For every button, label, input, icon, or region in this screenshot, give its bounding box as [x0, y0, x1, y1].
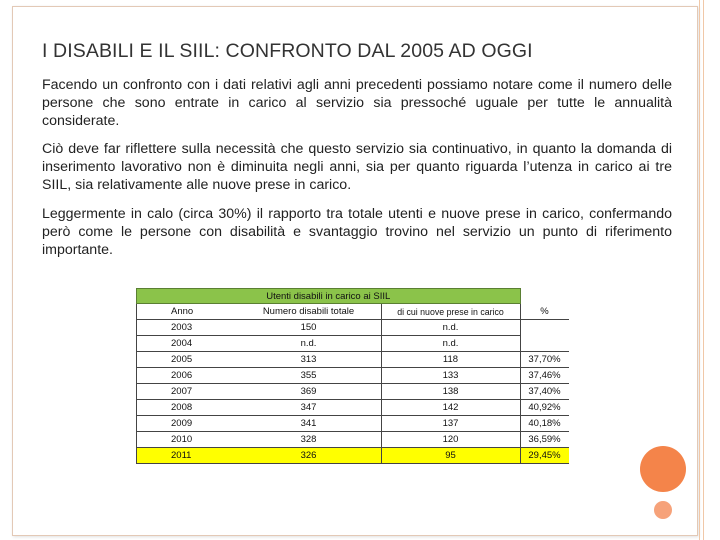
cell-numero: 341	[237, 416, 382, 432]
paragraph-1: Facendo un confronto con i dati relativi agli anni precedenti possiamo notare come il numero delle persone che sono entrate in carico al servizio sia pressoché uguale per tutte le annualità considerate.	[42, 77, 672, 129]
table-row	[137, 416, 569, 432]
table-header-row	[137, 304, 569, 320]
cell-anno: 2008	[137, 400, 237, 416]
cell-percent: 37,40%	[520, 384, 569, 400]
table-row	[137, 352, 569, 368]
table-caption: Utenti disabili in carico ai SIIL	[137, 289, 521, 304]
cell-percent: 36,59%	[520, 432, 569, 448]
cell-anno: 2010	[137, 432, 237, 448]
cell-percent: 40,92%	[520, 400, 569, 416]
decor-line	[699, 0, 700, 540]
decor-circle-small	[654, 501, 672, 519]
cell-numero: 347	[237, 400, 382, 416]
cell-anno: 2004	[137, 336, 237, 352]
cell-anno: 2007	[137, 384, 237, 400]
table-row	[137, 400, 569, 416]
cell-anno: 2011	[137, 448, 237, 464]
cell-percent: 29,45%	[520, 448, 569, 464]
cell-nuove-prese: 133	[381, 368, 520, 384]
cell-numero: 150	[237, 320, 382, 336]
cell-numero: 313	[237, 352, 382, 368]
cell-numero: n.d.	[237, 336, 382, 352]
table-row-highlighted	[137, 448, 569, 464]
cell-numero: 326	[237, 448, 382, 464]
cell-anno: 2003	[137, 320, 237, 336]
table-row	[137, 384, 569, 400]
cell-nuove-prese: 142	[381, 400, 520, 416]
header-anno: Anno	[137, 304, 237, 320]
header-percent: %	[520, 304, 569, 320]
paragraph-3: Leggermente in calo (circa 30%) il rapporto tra totale utenti e nuove prese in carico, confermando però come le persone con disabilità e svantaggio trovino nel servizio un punto di riferimento importante.	[42, 206, 672, 258]
cell-percent	[520, 320, 569, 336]
cell-nuove-prese: n.d.	[381, 336, 520, 352]
cell-nuove-prese: n.d.	[381, 320, 520, 336]
cell-numero: 369	[237, 384, 382, 400]
cell-nuove-prese: 137	[381, 416, 520, 432]
header-nuove-prese: di cui nuove prese in carico	[381, 304, 520, 320]
cell-anno: 2009	[137, 416, 237, 432]
cell-nuove-prese: 120	[381, 432, 520, 448]
paragraph-2: Ciò deve far riflettere sulla necessità che questo servizio sia continuativo, in quanto la domanda di inserimento lavorativo non è diminuita negli anni, sia per quanto riguarda l’utenza in carico ai tre SIIL, sia relativamente alle nuove prese in carico.	[42, 141, 672, 193]
cell-anno: 2005	[137, 352, 237, 368]
table-row	[137, 336, 569, 352]
decor-line	[703, 0, 704, 540]
cell-nuove-prese: 138	[381, 384, 520, 400]
cell-percent	[520, 336, 569, 352]
cell-nuove-prese: 95	[381, 448, 520, 464]
table-row	[137, 368, 569, 384]
table-row	[137, 320, 569, 336]
table-row	[137, 432, 569, 448]
cell-numero: 355	[237, 368, 382, 384]
cell-nuove-prese: 118	[381, 352, 520, 368]
cell-anno: 2006	[137, 368, 237, 384]
disabled-users-table	[136, 288, 569, 464]
cell-percent: 37,46%	[520, 368, 569, 384]
decor-circle-large	[640, 446, 686, 492]
cell-percent: 37,70%	[520, 352, 569, 368]
cell-percent: 40,18%	[520, 416, 569, 432]
cell-numero: 328	[237, 432, 382, 448]
slide-title: I DISABILI E IL SIIL: CONFRONTO DAL 2005 AD OGGI	[42, 40, 533, 62]
header-numero: Numero disabili totale	[237, 304, 382, 320]
table-caption-row	[137, 289, 569, 304]
